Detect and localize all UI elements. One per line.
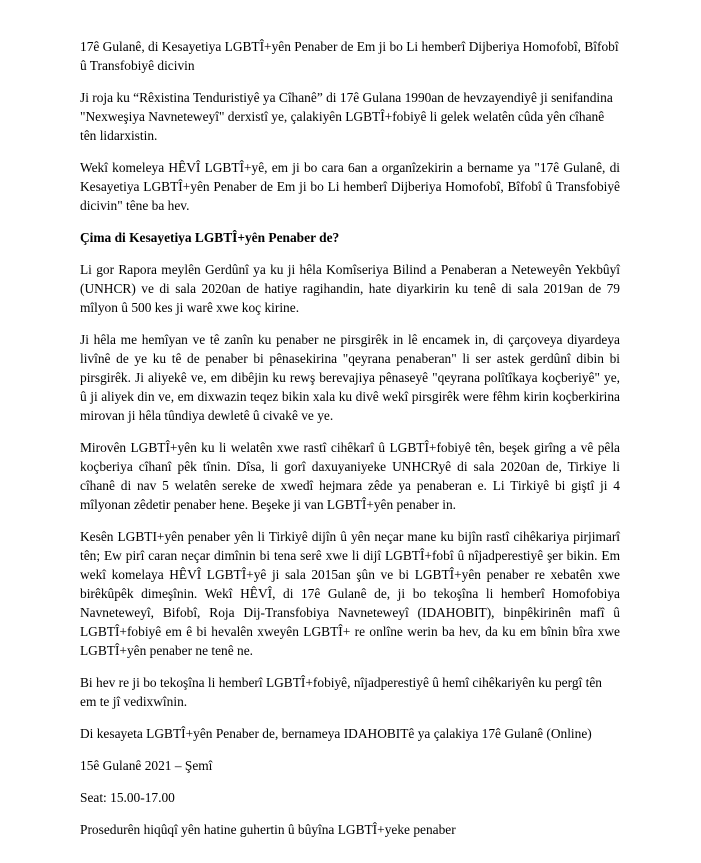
paragraph-unhcr-report: Li gor Rapora meylên Gerdûnî ya ku ji hêla Komîseriya Bilind a Penaberan a Neteweyên Yekbûyî (UNHCR) ve di sala 2020an de hatiye ragihandin, hate diyarkirin ku tenê di sala 2019an de 79 mîlyon û 500 kes ji warê xwe koç kirine. — [80, 262, 620, 315]
paragraph-program-title: Di kesayeta LGBTÎ+yên Penaber de, bernameya IDAHOBITê ya çalakiya 17ê Gulanê (Online) — [80, 726, 592, 741]
paragraph-turkey-situation: Kesên LGBTI+yên penaber yên li Tirkiyê dijîn û yên neçar mane ku bijîn rastî cihêkariya pirjimarî tên; Ew pirî caran neçar dimînin bi tena serê xwe li dijî LGBTÎ+fobî û nîjadperestiyê şer bikin. Em wekî komelaya HÊVÎ LGBTÎ+yê ji sala 2015an şûn ve bi LGBTÎ+yên penaber re xebatên xwe birêkûpêk dimeşînin. Wekî HÊVÎ, di 17ê Gulanê de, ji bo tekoşîna li hemberî Homofobiya Navneteweyî, Bifobî, Roja Dij-Transfobiya Navneteweyî (IDAHOBIT), binpêkirinên mafî û LGBTÎ+fobiyê em ê bi hevalên xweyên LGBTÎ+ re onlîne werin ba hev, da ku em bînin bîra xwe LGBTÎ+yên penaber ne tenê ne. — [80, 529, 620, 658]
paragraph-lgbti-refugees: Mirovên LGBTÎ+yên ku li welatên xwe rastî cihêkarî û LGBTÎ+fobiyê tên, beşek girîng a vê pêla koçberiya cîhanî pêk tînin. Dîsa, li gorî daxuyaniyeke UNHCRyê di sala 2020an de, Tirkiye li cîhanê di nav 5 welatên sereke de xwedî hejmara zêde ya penaberan e. Li Tirkiyê bi giştî ji 4 mîlyonan zêdetir penaber hene. Beşeke ji van LGBTÎ+yên penaber in. — [80, 440, 620, 512]
event-date: 15ê Gulanê 2021 – Şemî — [80, 758, 213, 773]
document-page — [80, 37, 620, 852]
document-title: 17ê Gulanê, di Kesayetiya LGBTÎ+yên Penaber de Em ji bo Li hemberî Dijberiya Homofobî, Bîfobî û Transfobiyê dicivin — [80, 39, 619, 73]
event-program-item: Prosedurên hiqûqî yên hatine guhertin û bûyîna LGBTÎ+yeke penaber — [80, 822, 456, 837]
paragraph-invitation: Bi hev re ji bo tekoşîna li hemberî LGBTÎ+fobiyê, nîjadperestiyê û hemî cihêkariyên ku pergî tên em te jî vedixwînin. — [80, 675, 602, 709]
section-heading: Çima di Kesayetiya LGBTÎ+yên Penaber de? — [80, 230, 340, 245]
paragraph-refugee-crisis: Ji hêla me hemîyan ve tê zanîn ku penaber ne pirsgirêk in lê encamek in, di çarçoveya diyardeya livînê de ye ku tê de penaber bi pênasekirina "qeyrana penaberan" li ser astek gerdûnî dibin bi pirsgirêk. Ji aliyekê ve, em dibêjin ku rewş berevajiya pênaseyê "qeyrana polîtîkaya koçberiyê" ye, û ji aliyek din ve, em dixwazin teqez bikin xala ku divê wekî pirsgirêk were fêhm kirin koçberkirina mirovan ji hêla tûndiya dewletê û civakê ve ye. — [80, 332, 620, 423]
paragraph-hevi: Wekî komeleya HÊVÎ LGBTÎ+yê, em ji bo cara 6an a organîzekirin a bername ya "17ê Gulanê, di Kesayetiya LGBTÎ+yên Penaber de Em ji bo Li hemberî Dijberiya Homofobî, Bîfobî û Transfobiyê dicivin" têne ba hev. — [80, 160, 620, 213]
event-time: Seat: 15.00-17.00 — [80, 790, 175, 805]
paragraph-intro: Ji roja ku “Rêxistina Tenduristiyê ya Cîhanê” di 17ê Gulana 1990an de hevzayendiyê ji senifandina "Nexweşiya Navneteweyî" derxistî ye, çalakiyên LGBTÎ+fobiyê li gelek welatên cûda yên cîhanê tên lidarxistin. — [80, 90, 613, 143]
